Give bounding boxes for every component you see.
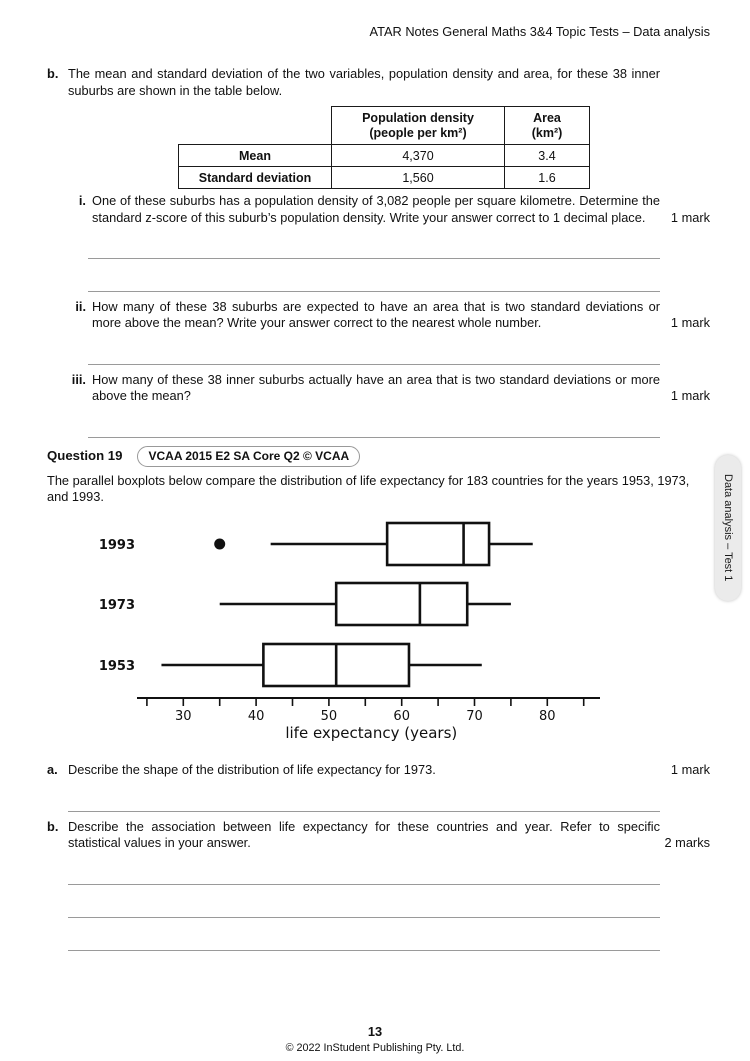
- table-row: [179, 167, 590, 189]
- part-text: One of these suburbs has a population density of 3,082 people per square kilometre. Determine the standard z-score of this suburb’s population density. Write your answer correct to 1 decimal place.: [92, 193, 660, 225]
- svg-text:80: 80: [539, 708, 556, 724]
- table-column-header: [505, 107, 590, 145]
- source-badge: VCAA 2015 E2 SA Core Q2 © VCAA: [137, 446, 360, 467]
- svg-text:1953: 1953: [100, 658, 135, 674]
- question-b: [47, 66, 710, 437]
- svg-text:50: 50: [320, 708, 338, 724]
- svg-text:30: 30: [175, 708, 192, 724]
- row-header: Mean: [179, 145, 332, 167]
- question-b-label: b.: [47, 66, 59, 82]
- part-label: ii.: [75, 299, 86, 315]
- svg-text:60: 60: [393, 708, 410, 724]
- table-cell: 1.6: [505, 167, 590, 189]
- section-tab-label: Data analysis – Test 1: [722, 474, 735, 582]
- part-text: Describe the shape of the distribution of life expectancy for 1973.: [68, 762, 436, 778]
- answer-area: [88, 332, 660, 365]
- marks-label: 1 mark: [670, 762, 710, 778]
- part-label: a.: [47, 762, 58, 778]
- column-title: Area: [533, 110, 561, 125]
- part-a: [47, 762, 710, 811]
- column-subtitle: (people per km²): [369, 125, 467, 140]
- answer-area: [88, 405, 660, 438]
- answer-line: [68, 885, 660, 918]
- table-row: [179, 145, 590, 167]
- part-i: [47, 193, 710, 292]
- answer-line: [88, 226, 660, 259]
- part-iii: [47, 372, 710, 438]
- question-19-title: Question 19: [47, 448, 123, 464]
- page-header: ATAR Notes General Maths 3&4 Topic Tests – Data analysis: [369, 24, 710, 39]
- statistics-table: [178, 106, 590, 189]
- column-subtitle: (km²): [531, 125, 563, 140]
- question-19: [47, 446, 710, 951]
- marks-label: 1 mark: [670, 388, 710, 404]
- table-cell: 4,370: [332, 145, 505, 167]
- boxplot-figure: [100, 516, 710, 750]
- row-header: Standard deviation: [179, 167, 332, 189]
- part-label: iii.: [71, 371, 86, 387]
- part-label: b.: [47, 818, 59, 834]
- svg-text:1993: 1993: [100, 537, 135, 553]
- marks-label: 1 mark: [670, 315, 710, 331]
- question-19-intro: The parallel boxplots below compare the distribution of life expectancy for 183 countries for the years 1953, 1973, and 1993.: [47, 473, 690, 505]
- table-column-header: [332, 107, 505, 145]
- answer-line: [68, 779, 660, 812]
- table-cell: 1,560: [332, 167, 505, 189]
- parallel-boxplots: [100, 516, 660, 746]
- answer-line: [68, 852, 660, 885]
- marks-label: 2 marks: [664, 835, 710, 851]
- footer-copyright: © 2022 InStudent Publishing Pty. Ltd.: [285, 1042, 465, 1054]
- answer-area: [68, 779, 660, 812]
- part-ii: [47, 299, 710, 365]
- question-b-text: The mean and standard deviation of the two variables, population density and area, for these 38 inner suburbs are shown in the table below.: [68, 66, 660, 98]
- svg-text:life expectancy (years): life expectancy (years): [285, 723, 458, 742]
- svg-text:70: 70: [466, 708, 483, 724]
- part-text: How many of these 38 inner suburbs actually have an area that is two standard deviations or more above the mean?: [92, 371, 660, 404]
- answer-area: [68, 852, 660, 951]
- table-corner-cell: [179, 107, 332, 145]
- part-b: [47, 819, 710, 951]
- answer-area: [88, 226, 660, 292]
- column-title: Population density: [362, 110, 474, 125]
- marks-label: 1 mark: [670, 209, 710, 225]
- answer-line: [88, 332, 660, 365]
- answer-line: [88, 405, 660, 438]
- page-number: 13: [367, 1024, 383, 1039]
- answer-line: [88, 259, 660, 292]
- svg-text:1973: 1973: [100, 597, 135, 613]
- part-label: i.: [78, 193, 86, 209]
- svg-text:40: 40: [247, 708, 265, 724]
- table-cell: 3.4: [505, 145, 590, 167]
- answer-line: [68, 918, 660, 951]
- part-text: Describe the association between life expectancy for these countries and year. Refer to specific statistical values in your answer.: [68, 818, 660, 851]
- part-text: How many of these 38 suburbs are expected to have an area that is two standard deviations or more above the mean? Write your answer correct to the nearest whole number.: [92, 299, 660, 331]
- section-tab: [715, 455, 741, 601]
